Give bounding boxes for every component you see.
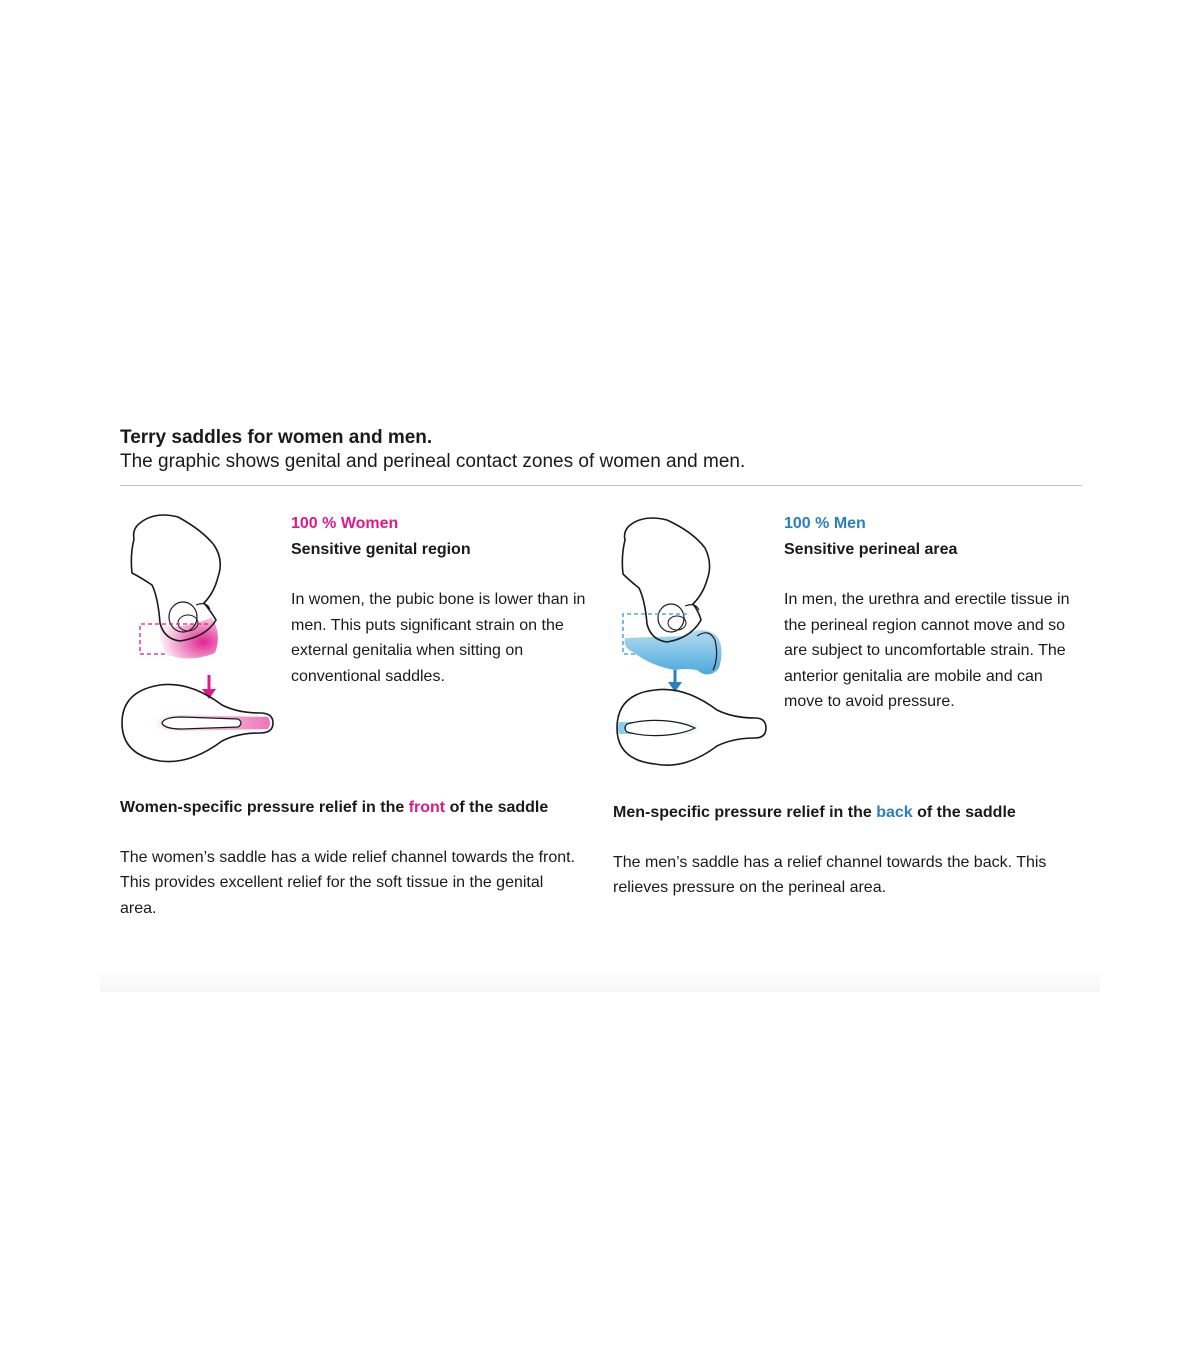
header-divider xyxy=(120,485,1082,486)
women-relief-suffix: of the saddle xyxy=(445,799,549,816)
men-contact-zone xyxy=(625,630,722,675)
women-relief-highlight: front xyxy=(408,799,446,816)
women-label: 100 % Women xyxy=(291,515,399,532)
men-pelvis-outline xyxy=(622,518,709,642)
women-panel xyxy=(291,511,591,689)
men-illustration xyxy=(605,508,780,778)
women-illustration xyxy=(110,505,285,775)
men-relief-prefix: Men-specific pressure relief in the xyxy=(613,804,877,821)
men-label: 100 % Men xyxy=(784,515,866,532)
men-relief-heading xyxy=(613,800,1073,826)
women-relief-heading xyxy=(120,795,580,821)
page-title: Terry saddles for women and men. xyxy=(120,427,433,448)
women-heading: Sensitive genital region xyxy=(291,540,471,558)
women-saddle-channel xyxy=(162,717,241,729)
men-relief-body: The men’s saddle has a relief channel towards the back. This relieves pressure on the perineal area. xyxy=(613,853,1047,896)
women-relief-body: The women’s saddle has a wide relief channel towards the front. This provides excellent relief for the soft tissue in the genital area. xyxy=(120,848,576,917)
women-contact-zone xyxy=(160,617,218,659)
men-relief-suffix: of the saddle xyxy=(912,804,1016,821)
men-relief-highlight: back xyxy=(876,804,913,821)
men-relief-section xyxy=(613,800,1073,901)
men-body: In men, the urethra and erectile tissue in the perineal region cannot move and so are subject to uncomfortable strain. The anterior genitalia are mobile and can move to avoid pressure. xyxy=(784,591,1070,710)
page-header xyxy=(120,426,1082,474)
men-heading: Sensitive perineal area xyxy=(784,540,958,558)
men-panel xyxy=(784,511,1084,715)
page-subtitle: The graphic shows genital and perineal contact zones of women and men. xyxy=(120,451,746,472)
women-relief-section xyxy=(120,795,580,921)
bottom-fade xyxy=(100,968,1100,992)
women-relief-prefix: Women-specific pressure relief in the xyxy=(120,799,409,816)
women-body: In women, the pubic bone is lower than in men. This puts significant strain on the external genitalia when sitting on conventional saddles. xyxy=(291,591,586,685)
